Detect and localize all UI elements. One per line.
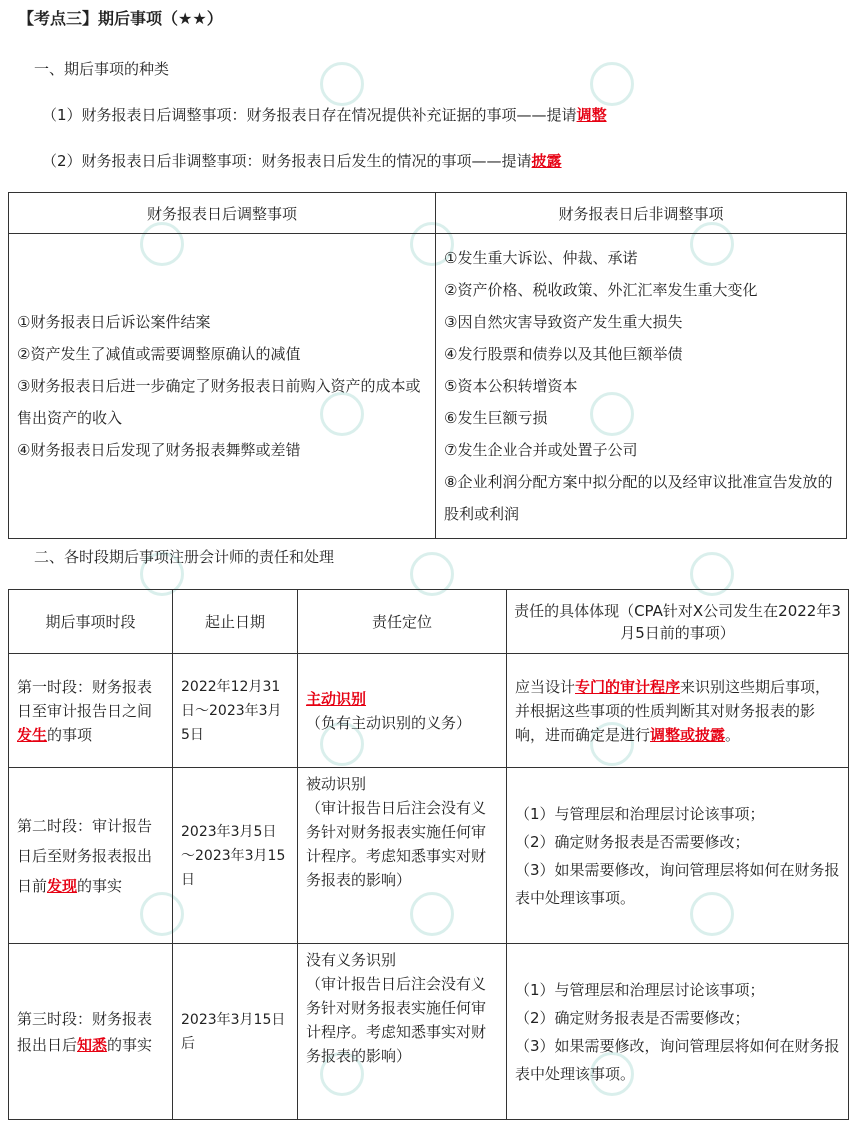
responsibility-note: （审计报告日后注会没有义务针对财务报表实施任何审计程序。考虑知悉事实对财务报表的影响）	[306, 975, 487, 1065]
period-text: 第一时段：财务报表日至审计报告日之间	[17, 677, 153, 720]
period-emphasis: 发现	[47, 876, 78, 895]
non-adjusting-item: ③因自然灾害导致资产发生重大损失	[444, 313, 683, 331]
period-emphasis: 知悉	[77, 1035, 108, 1054]
period-cell	[9, 654, 173, 768]
non-adjusting-item: ⑥发生巨额亏损	[444, 409, 548, 427]
table-row	[9, 654, 849, 768]
paragraph-non-adjusting-text: （2）财务报表日后非调整事项：财务报表日后发生的情况的事项——提请	[42, 152, 532, 170]
non-adjusting-item: ②资产价格、税收政策、外汇汇率发生重大变化	[444, 281, 758, 299]
table-row	[9, 768, 849, 944]
period-cell	[9, 944, 173, 1120]
non-adjusting-item: ⑦发生企业合并或处置子公司	[444, 441, 638, 459]
responsibility-cell	[298, 654, 507, 768]
table-row	[9, 944, 849, 1120]
details-cell	[507, 944, 849, 1120]
page-title: 【考点三】期后事项（★★）	[18, 9, 223, 28]
detail-item: （3）如果需要修改，询问管理层将如何在财务报表中处理该事项。	[515, 860, 840, 907]
detail-text-end: 。	[725, 725, 741, 744]
non-adjusting-item: ⑤资本公积转增资本	[444, 377, 578, 395]
responsibility-cell	[298, 768, 507, 944]
paragraph-adjusting-text: （1）财务报表日后调整事项：财务报表日存在情况提供补充证据的事项——提请	[42, 106, 577, 124]
period-text: 第三时段：财务报表报出日后	[17, 1009, 153, 1054]
detail-text-middle: 来识别这些期后事项，并根据这些事项的性质判断其对财务报表的影响，进而确定是进行	[515, 677, 831, 744]
non-adjusting-events-cell	[436, 234, 847, 539]
paragraph-non-adjusting	[42, 150, 562, 171]
watermark-logo	[590, 62, 634, 106]
table2-header-dates: 起止日期	[173, 590, 298, 654]
emphasis-adjust: 调整	[576, 106, 607, 124]
detail-item: （1）与管理层和治理层讨论该事项；	[515, 804, 765, 823]
dates-cell: 2023年3月5日～2023年3月15日	[173, 768, 298, 944]
table1-header-adjusting: 财务报表日后调整事项	[9, 193, 436, 234]
table1-header-non-adjusting: 财务报表日后非调整事项	[436, 193, 847, 234]
responsibility-table	[8, 589, 849, 1120]
responsibility-title: 主动识别	[306, 689, 367, 708]
detail-item: （2）确定财务报表是否需要修改；	[515, 1008, 750, 1027]
period-text-end: 的事实	[77, 876, 123, 895]
responsibility-note: （负有主动识别的义务）	[306, 713, 472, 732]
table2-header-period: 期后事项时段	[9, 590, 173, 654]
adjusting-item: ③财务报表日后进一步确定了财务报表日前购入资产的成本或售出资产的收入	[17, 377, 421, 427]
table2-header-details: 责任的具体体现（CPA针对X公司发生在2022年3月5日前的事项）	[507, 590, 849, 654]
adjusting-item: ④财务报表日后发现了财务报表舞弊或差错	[17, 441, 301, 459]
details-cell	[507, 768, 849, 944]
detail-item: （1）与管理层和治理层讨论该事项；	[515, 980, 765, 999]
detail-item: （3）如果需要修改，询问管理层将如何在财务报表中处理该事项。	[515, 1036, 840, 1083]
adjusting-item: ②资产发生了减值或需要调整原确认的减值	[17, 345, 301, 363]
non-adjusting-item: ④发行股票和债券以及其他巨额举债	[444, 345, 683, 363]
adjusting-events-cell	[9, 234, 436, 539]
non-adjusting-item: ⑧企业利润分配方案中拟分配的以及经审议批准宣告发放的股利或利润	[444, 473, 833, 523]
section1-heading: 一、期后事项的种类	[34, 60, 170, 78]
table2-header-responsibility: 责任定位	[298, 590, 507, 654]
details-cell	[507, 654, 849, 768]
dates-cell: 2023年3月15日后	[173, 944, 298, 1120]
non-adjusting-item: ①发生重大诉讼、仲裁、承诺	[444, 249, 638, 267]
detail-emphasis-procedure: 专门的审计程序	[575, 677, 681, 696]
period-text-end: 的事项	[47, 725, 93, 744]
section2-heading: 二、各时段期后事项注册会计师的责任和处理	[34, 548, 335, 566]
event-types-table	[8, 192, 847, 539]
responsibility-note: （审计报告日后注会没有义务针对财务报表实施任何审计程序。考虑知悉事实对财务报表的影响）	[306, 799, 487, 889]
responsibility-title: 没有义务识别	[306, 951, 397, 969]
period-text-end: 的事实	[107, 1035, 153, 1054]
period-emphasis: 发生	[17, 725, 48, 744]
detail-text: 应当设计	[515, 677, 576, 696]
responsibility-title: 被动识别	[306, 775, 367, 793]
period-cell	[9, 768, 173, 944]
detail-item: （2）确定财务报表是否需要修改；	[515, 832, 750, 851]
emphasis-disclose: 披露	[531, 152, 562, 170]
adjusting-item: ①财务报表日后诉讼案件结案	[17, 313, 211, 331]
period-text: 第二时段：审计报告日后至财务报表报出日前	[17, 816, 153, 895]
detail-emphasis-adjust-disclose: 调整或披露	[650, 725, 726, 744]
responsibility-cell	[298, 944, 507, 1120]
dates-cell: 2022年12月31日～2023年3月5日	[173, 654, 298, 768]
paragraph-adjusting	[42, 104, 607, 125]
watermark-logo	[320, 62, 364, 106]
